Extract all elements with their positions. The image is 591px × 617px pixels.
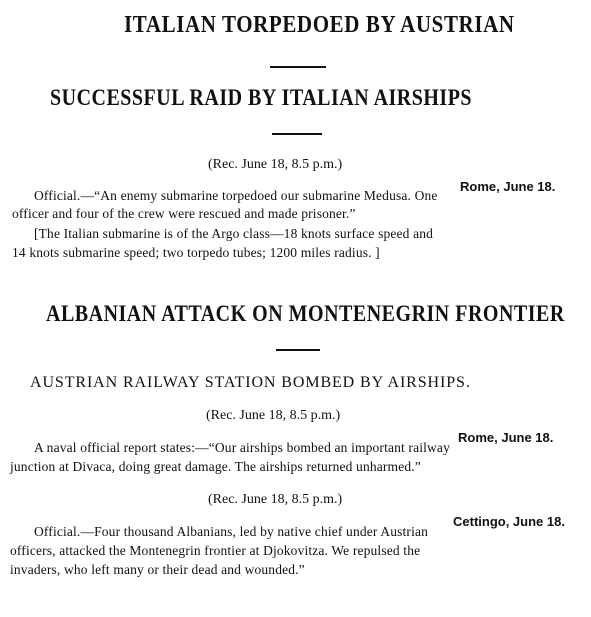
headline-albanian-attack: ALBANIAN ATTACK ON MONTENEGRIN FRONTIER [46, 301, 565, 327]
article-line: A naval official report states:—“Our airships bombed an important railway [34, 440, 450, 455]
headline-italian-torpedoed: ITALIAN TORPEDOED BY AUSTRIAN [124, 10, 515, 38]
article-line: Official.—Four thousand Albanians, led by native chief under Austrian [34, 524, 429, 539]
place-dateline: Rome, June 18. [458, 430, 554, 445]
article-line: officer and four of the crew were rescued and made prisoner.” [12, 206, 356, 221]
headline-railway-bombed: AUSTRIAN RAILWAY STATION BOMBED BY AIRSHIPS. [30, 374, 471, 391]
article-line: 14 knots submarine speed; two torpedo tubes; 1200 miles radius. ] [12, 245, 380, 260]
divider-rule [276, 349, 320, 351]
article-line: Official.—“An enemy submarine torpedoed our submarine Medusa. One [34, 188, 438, 203]
article-line: junction at Divaca, doing great damage. The airships returned unharmed.” [10, 459, 421, 474]
received-dateline: (Rec. June 18, 8.5 p.m.) [208, 157, 343, 172]
divider-rule [270, 66, 326, 68]
received-dateline: (Rec. June 18, 8.5 p.m.) [206, 408, 341, 423]
article-line: officers, attacked the Montenegrin frontier at Djokovitza. We repulsed the [10, 543, 421, 558]
article-line: invaders, who left many or their dead and wounded.” [10, 562, 305, 577]
received-dateline: (Rec. June 18, 8.5 p.m.) [208, 492, 343, 507]
divider-rule [272, 133, 322, 135]
place-dateline: Cettingo, June 18. [453, 514, 565, 529]
place-dateline: Rome, June 18. [460, 179, 556, 194]
article-line: [The Italian submarine is of the Argo class—18 knots surface speed and [34, 226, 434, 241]
headline-successful-raid: SUCCESSFUL RAID BY ITALIAN AIRSHIPS [50, 85, 473, 111]
